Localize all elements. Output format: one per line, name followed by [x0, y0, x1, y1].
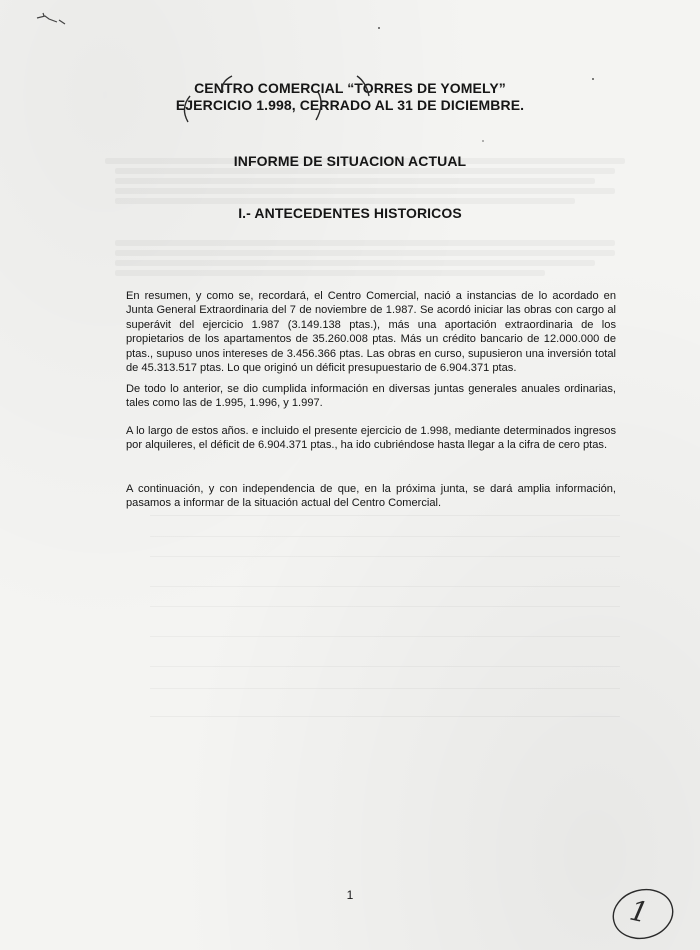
bleed-through-table	[150, 515, 620, 717]
paragraph-3: A lo largo de estos años. e incluido el presente ejercicio de 1.998, mediante determinados ingresos por alquileres, el déficit de 6.904.371 ptas., ha ido cubriéndose hasta llegar a la cifra de cero ptas.	[126, 425, 616, 452]
document-title-line-2: EJERCICIO 1.998, CERRADO AL 31 DE DICIEMBRE.	[175, 97, 525, 113]
speck	[592, 78, 594, 80]
paragraph-2: De todo lo anterior, se dio cumplida información en diversas juntas generales anuales ordinarias, tales como las de 1.995, 1.996, y 1.997.	[126, 383, 616, 410]
bleed-through-line	[115, 240, 615, 246]
handwritten-page-mark: 1	[626, 893, 652, 930]
bleed-through-line	[115, 260, 595, 266]
bleed-through-line	[115, 270, 545, 276]
section-title: I.- ANTECEDENTES HISTORICOS	[238, 205, 462, 221]
speck	[378, 27, 380, 29]
paragraph-1: En resumen, y como se, recordará, el Centro Comercial, nació a instancias de lo acordado en Junta General Extraordinaria del 7 de noviembre de 1.987. Se acordó iniciar las obras con cargo al superávit del ejercicio 1.987 (3.149.138 ptas.), más una aportación extraordinaria de los propietarios de los apartamentos de 35.260.008 ptas. Más un crédito bancario de 12.000.000 de ptas., supuso unos intereses de 3.456.366 ptas. Las obras en curso, supusieron una inversión total de 45.313.517 ptas. Lo que originó un déficit presupuestario de 6.904.371 ptas.	[126, 290, 616, 375]
bleed-through-line	[115, 198, 575, 204]
speck	[482, 140, 484, 142]
bleed-through-line	[115, 188, 615, 194]
scan-mark-icon	[35, 10, 75, 28]
paragraph-4: A continuación, y con independencia de que, en la próxima junta, se dará amplia información, pasamos a informar de la situación actual del Centro Comercial.	[126, 483, 616, 510]
document-title-line-1: CENTRO COMERCIAL “TORRES DE YOMELY”	[194, 80, 506, 96]
report-title: INFORME DE SITUACION ACTUAL	[233, 153, 467, 169]
page-number: 1	[346, 888, 354, 902]
bleed-through-line	[115, 250, 615, 256]
bleed-through-line	[115, 178, 595, 184]
